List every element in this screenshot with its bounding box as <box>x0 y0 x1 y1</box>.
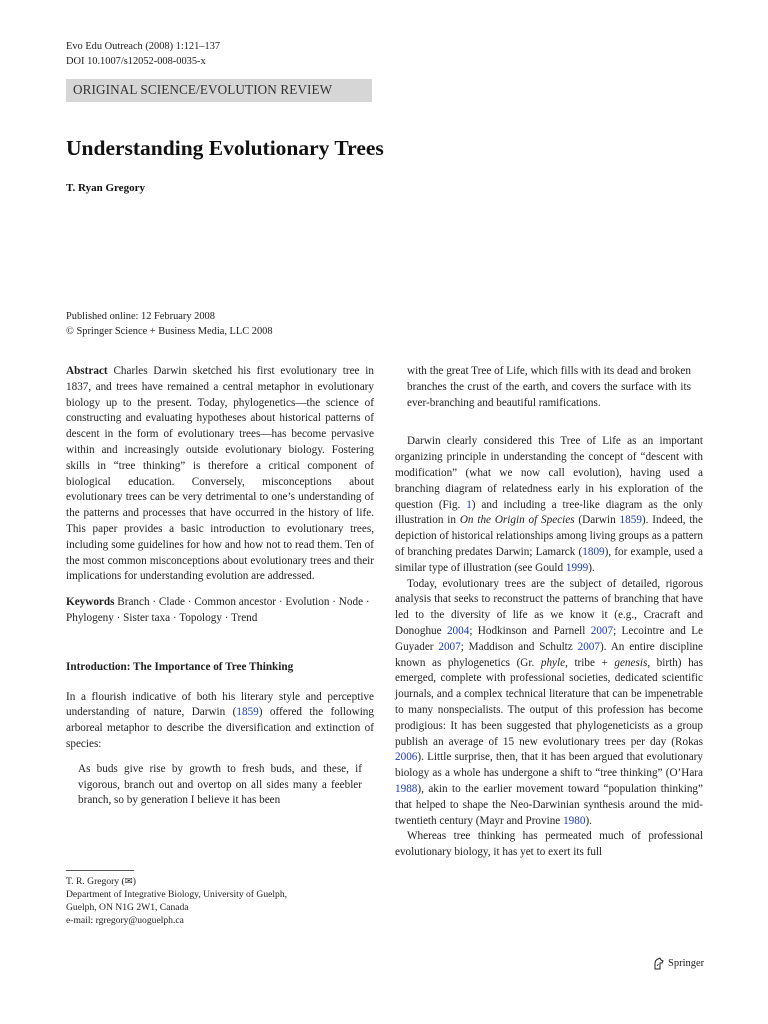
text-run: ; Hodkinson and Parnell <box>469 624 591 637</box>
text-run: Today, evolutionary trees are the subject of detailed, rigorous analysis that seeks to reconstruct the patterns of branching that have led to the diversity of life as we know it (e.g., Cracraft and Donoghue <box>395 577 703 637</box>
keywords-text: Branch · Clade · Common ancestor · Evolution · Node · Phylogeny · Sister taxa · Topology · Trend <box>66 596 370 624</box>
footnote-city: Guelph, ON N1G 2W1, Canada <box>66 902 189 913</box>
citation-link[interactable]: 1988 <box>395 782 418 795</box>
text-run: (Darwin <box>574 514 620 527</box>
springer-horse-icon <box>652 957 665 970</box>
text-run: ). <box>585 814 592 827</box>
text-run: ). An entire discipline known as phylogenetics (Gr. <box>395 640 703 669</box>
citation-link[interactable]: 2007 <box>590 624 614 637</box>
journal-citation: Evo Edu Outreach (2008) 1:121–137 <box>66 41 221 52</box>
section-heading: Introduction: The Importance of Tree Thinking <box>66 660 294 673</box>
body-paragraph <box>395 577 703 830</box>
keywords-label: Keywords <box>66 596 115 609</box>
citation-link[interactable]: 2006 <box>395 751 418 764</box>
body-paragraph: Whereas tree thinking has permeated much of professional evolutionary biology, it has yet to exert its full <box>395 830 703 859</box>
footnote-divider <box>66 870 134 871</box>
footnote-author: T. R. Gregory (✉) <box>66 876 136 887</box>
author-name: T. Ryan Gregory <box>66 182 145 194</box>
text-run: , birth) has emerged, complete with professional societies, dedicated scientific journals, and a complex technical literature that can be impenetrable to many nonspecialists. The output of this profession has become prodigious: It has been suggested that phylogeneticists as a group publish an average of 15 new evolutionary trees per day (Rokas <box>395 656 703 748</box>
section-banner <box>66 79 372 102</box>
body-paragraph <box>395 434 703 576</box>
book-title: On the Origin of Species <box>459 514 575 527</box>
article-title: Understanding Evolutionary Trees <box>66 136 384 160</box>
text-run: ), akin to the earlier movement toward “population thinking” that helped to shape the Neo-Darwinian synthesis around the mid-twentieth century (Mayr and Provine <box>395 782 703 827</box>
text-run: ) offered the following arboreal metaphor to describe the diversification and extinction of species: <box>66 706 374 750</box>
block-quote: As buds give rise by growth to fresh buds, and these, if vigorous, branch out and overtop on all sides many a feebler branch, so by generation I believe it has been <box>78 762 362 807</box>
intro-paragraph <box>66 690 374 753</box>
block-quote-continued: with the great Tree of Life, which fills with its dead and broken branches the crust of the earth, and covers the surface with its ever-branching and beautiful ramifications. <box>407 365 691 409</box>
citation-link[interactable]: 2007 <box>577 640 600 653</box>
text-run: ). <box>588 561 595 574</box>
doi: DOI 10.1007/s12052-008-0035-x <box>66 56 206 67</box>
right-column <box>395 364 703 861</box>
text-run: In a flourish indicative of both his literary style and perceptive understanding of nature, Darwin ( <box>66 690 374 719</box>
citation-link[interactable]: 2007 <box>438 640 461 653</box>
abstract <box>66 364 374 585</box>
footnote-department: Department of Integrative Biology, University of Guelph, <box>66 889 288 900</box>
copyright: © Springer Science + Business Media, LLC 2008 <box>66 326 273 337</box>
keywords <box>66 595 374 627</box>
footnote-email[interactable]: e-mail: rgregory@uoguelph.ca <box>66 915 184 926</box>
text-run: ), for example, used a similar type of illustration (see Gould <box>395 545 704 574</box>
text-run: ; Lecointre and Le Guyader <box>395 624 704 653</box>
text-run: Darwin clearly considered this Tree of Life as an important organizing principle in understanding the concept of “descent with modification” (what we now call evolution), having used a branching diagram of relatedness early in his exploration of the question (Fig. <box>395 435 703 511</box>
citation-link[interactable]: 1809 <box>582 545 605 558</box>
published-date: Published online: 12 February 2008 <box>66 311 215 322</box>
text-run: ) and including a tree-like diagram as the only illustration in <box>395 498 703 527</box>
text-run: ). Indeed, the depiction of historical relationships among living groups as a pattern of branching predates Darwin; Lamarck ( <box>395 514 703 558</box>
left-column <box>66 364 374 809</box>
greek-term: phyle <box>540 656 566 669</box>
text-run: ; Maddison and Schultz <box>460 640 578 653</box>
abstract-label: Abstract <box>66 365 108 377</box>
publisher-name: Springer <box>668 958 705 969</box>
citation-link[interactable]: 1980 <box>563 814 586 827</box>
citation-link[interactable]: 2004 <box>446 624 470 637</box>
abstract-text: Charles Darwin sketched his first evolutionary tree in 1837, and trees have remained a central metaphor in evolutionary biology up to the present. Today, phylogenetics—the science of constructing and evaluating hypotheses about historical patterns of descent in the form of evolutionary trees—has become pervasive within and increasingly outside evolutionary biology. Fostering skills in “tree thinking” is therefore a critical component of biological education. Conversely, misconceptions about evolutionary trees can be very detrimental to one’s understanding of the patterns and processes that have occurred in the history of life. This paper provides a basic introduction to evolutionary trees, including some guidelines for how and how not to read them. Ten of the most common misconceptions about evolutionary trees and their implications for understanding evolution are addressed. <box>66 365 374 583</box>
section-label: ORIGINAL SCIENCE/EVOLUTION REVIEW <box>73 82 333 97</box>
citation-link[interactable]: 1859 <box>236 706 259 719</box>
citation-link[interactable]: 1999 <box>565 561 589 574</box>
figure-link[interactable]: 1 <box>466 498 472 511</box>
citation-link[interactable]: 1859 <box>619 514 642 527</box>
publisher-logo <box>652 957 704 970</box>
text-run: , tribe + <box>565 656 615 669</box>
text-run: ). Little surprise, then, that it has been argued that evolutionary biology as a whole has undergone a shift to “tree thinking” (O’Hara <box>395 751 703 780</box>
greek-term: genesis <box>614 656 648 669</box>
